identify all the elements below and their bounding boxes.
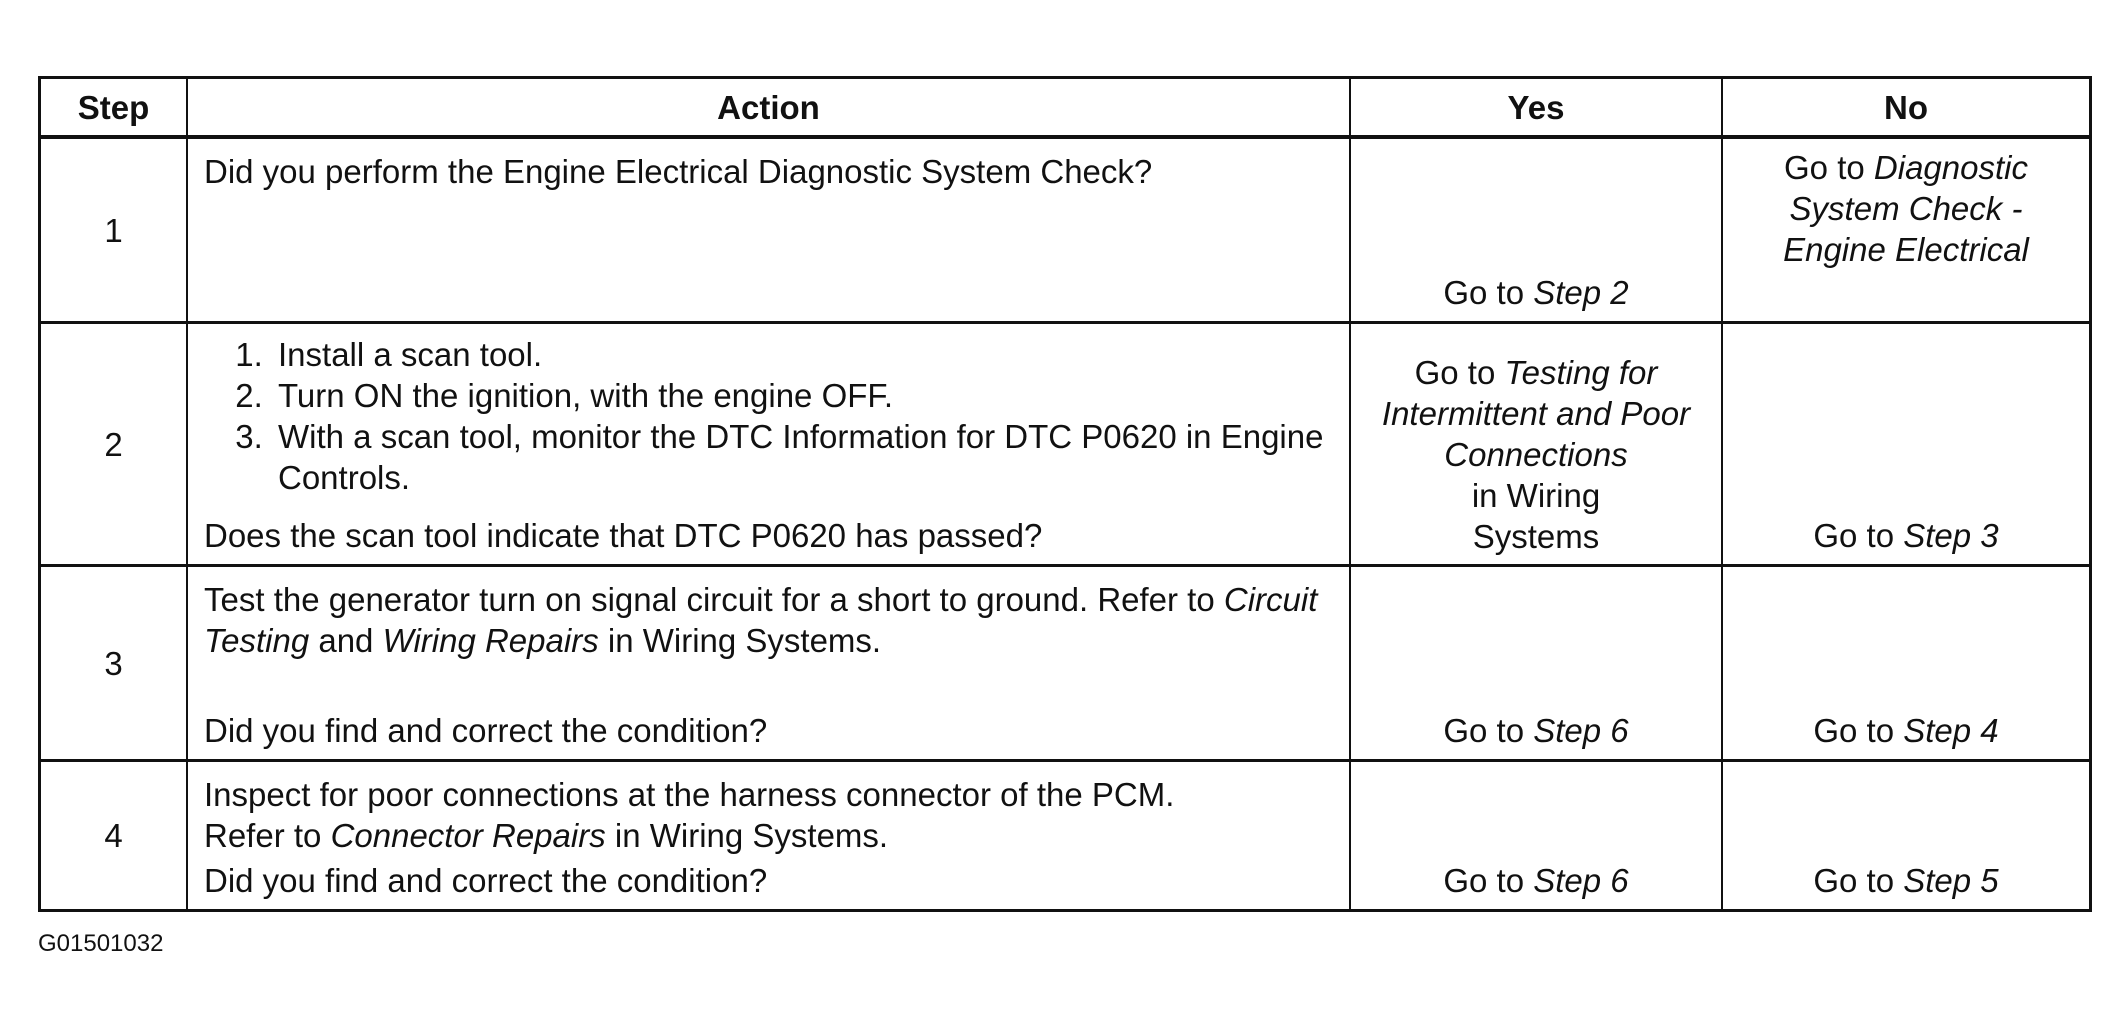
no-link-3[interactable]: Engine Electrical: [1783, 231, 2029, 268]
no-cell: [1723, 324, 2089, 567]
action-text: [204, 579, 1335, 661]
no-link[interactable]: Step 4: [1903, 712, 1999, 749]
yes-cell: [1351, 762, 1723, 909]
yes-result: [1351, 272, 1721, 313]
action-text: Did you perform the Engine Electrical Diagnostic System Check?: [204, 153, 1153, 190]
no-result: [1723, 860, 2089, 901]
header-no: No: [1723, 79, 2089, 139]
action-text-line-1: Inspect for poor connections at the harness connector of the PCM.: [204, 776, 1175, 813]
step-number: 1: [41, 139, 188, 324]
step-number: 4: [41, 762, 188, 909]
yes-link-3[interactable]: Connections: [1444, 436, 1628, 473]
action-step-item: 2. Turn ON the ignition, with the engine OFF.: [272, 375, 1335, 416]
action-cell: [188, 762, 1351, 909]
step-number: 2: [41, 324, 188, 567]
yes-suffix-1: in Wiring: [1471, 477, 1601, 514]
action-question: Did you find and correct the condition?: [204, 712, 768, 749]
header-action: Action: [188, 79, 1351, 139]
no-prefix: Go to: [1813, 862, 1904, 899]
yes-link[interactable]: Step 6: [1533, 862, 1629, 899]
no-result: [1723, 515, 2089, 556]
yes-result: [1351, 860, 1721, 901]
action-steps: [204, 334, 1335, 498]
yes-cell: [1351, 139, 1723, 324]
diagnostic-table: [38, 76, 2092, 912]
action-text-part: in Wiring Systems.: [598, 622, 882, 659]
no-cell: [1723, 139, 2089, 324]
yes-link[interactable]: Step 2: [1533, 274, 1629, 311]
no-cell: [1723, 567, 2089, 762]
yes-link-1[interactable]: Testing for: [1504, 354, 1658, 391]
no-result: [1723, 710, 2089, 751]
no-link-1[interactable]: Diagnostic: [1873, 149, 2028, 186]
action-text-part: Test the generator turn on signal circuit for a short to ground. Refer to: [204, 581, 1224, 618]
yes-link[interactable]: Step 6: [1533, 712, 1629, 749]
action-cell: [188, 324, 1351, 567]
yes-suffix-2: Systems: [1472, 518, 1600, 555]
action-link-wiring-repairs[interactable]: Wiring Repairs: [382, 622, 599, 659]
no-cell: [1723, 762, 2089, 909]
yes-prefix: Go to: [1443, 274, 1534, 311]
figure-id: G01501032: [38, 930, 164, 957]
no-link[interactable]: Step 5: [1903, 862, 1999, 899]
yes-line-1: [1351, 352, 1721, 393]
header-step: Step: [41, 79, 188, 139]
action-link-circuit-testing[interactable]: Circuit Testing: [204, 581, 1318, 659]
no-prefix: Go to: [1784, 149, 1874, 186]
yes-prefix: Go to: [1414, 354, 1505, 391]
yes-cell: [1351, 567, 1723, 762]
yes-prefix: Go to: [1443, 712, 1534, 749]
no-link[interactable]: Step 3: [1903, 517, 1999, 554]
yes-prefix: Go to: [1443, 862, 1534, 899]
action-text-part: Refer to: [204, 817, 331, 854]
yes-result: [1351, 710, 1721, 751]
header-yes: Yes: [1351, 79, 1723, 139]
action-step-item: 3. With a scan tool, monitor the DTC Information for DTC P0620 in Engine Controls.: [272, 416, 1335, 498]
action-step-item: 1. Install a scan tool.: [272, 334, 1335, 375]
no-prefix: Go to: [1813, 517, 1904, 554]
yes-link-2[interactable]: Intermittent and Poor: [1381, 395, 1691, 432]
action-text-line-2: [204, 815, 1335, 856]
action-text-part: in Wiring Systems.: [605, 817, 889, 854]
action-text-part: and: [309, 622, 383, 659]
action-link-connector-repairs[interactable]: Connector Repairs: [330, 817, 606, 854]
action-question: Did you find and correct the condition?: [204, 862, 768, 899]
action-cell: [188, 567, 1351, 762]
no-line-1: [1723, 147, 2089, 188]
no-link-2[interactable]: System Check -: [1789, 190, 2023, 227]
yes-cell: [1351, 324, 1723, 567]
action-cell: [188, 139, 1351, 324]
action-question: Does the scan tool indicate that DTC P0620 has passed?: [204, 517, 1043, 554]
no-prefix: Go to: [1813, 712, 1904, 749]
step-number: 3: [41, 567, 188, 762]
